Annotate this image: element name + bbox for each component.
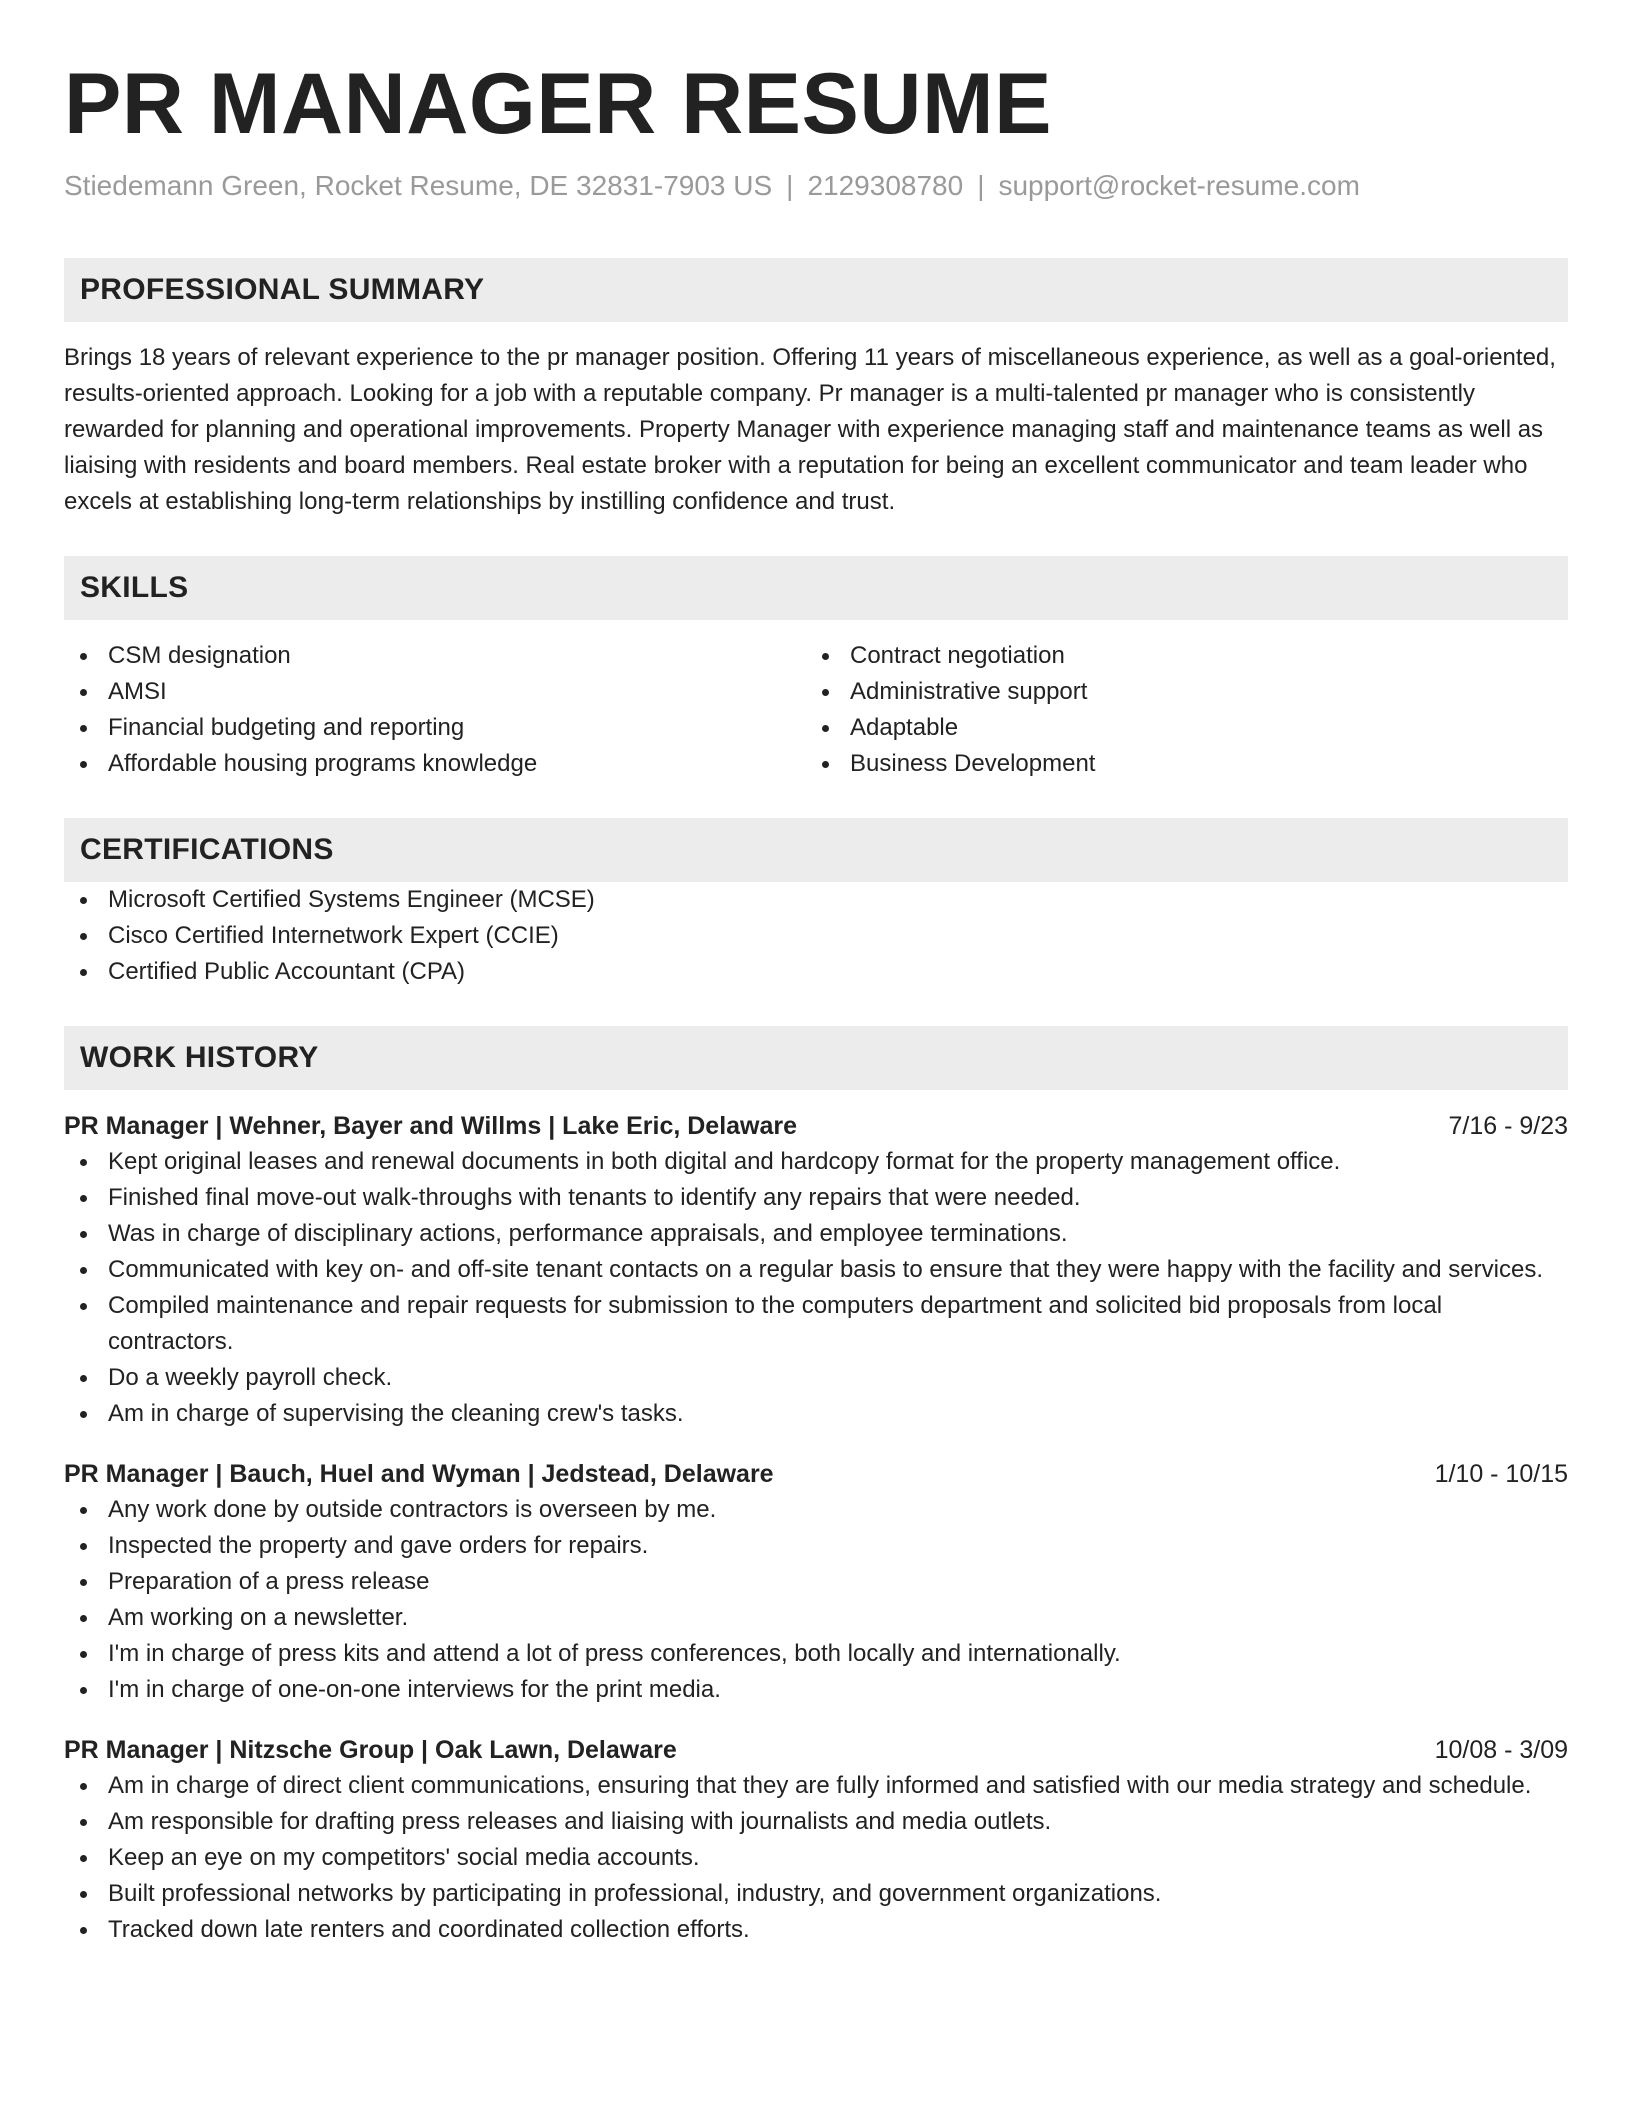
job-bullets bbox=[64, 1144, 1568, 1432]
contact-line bbox=[64, 168, 1568, 204]
skills-column-left bbox=[64, 638, 806, 782]
job-bullet: Finished final move-out walk-throughs with tenants to identify any repairs that were needed. bbox=[64, 1180, 1568, 1216]
job-entry bbox=[64, 1732, 1568, 1948]
skill-item: CSM designation bbox=[64, 638, 806, 674]
certification-item: Cisco Certified Internetwork Expert (CCIE) bbox=[64, 918, 1568, 954]
section-header-professional-summary: PROFESSIONAL SUMMARY bbox=[64, 258, 1568, 322]
skill-item: Financial budgeting and reporting bbox=[64, 710, 806, 746]
job-bullet: Any work done by outside contractors is overseen by me. bbox=[64, 1492, 1568, 1528]
section-header-work-history: WORK HISTORY bbox=[64, 1026, 1568, 1090]
skills-column-right bbox=[806, 638, 1548, 782]
job-entry bbox=[64, 1456, 1568, 1708]
job-bullet: I'm in charge of press kits and attend a lot of press conferences, both locally and internationally. bbox=[64, 1636, 1568, 1672]
job-bullet: Compiled maintenance and repair requests for submission to the computers department and solicited bid proposals from local contractors. bbox=[64, 1288, 1568, 1360]
job-bullet: Built professional networks by participating in professional, industry, and government organizations. bbox=[64, 1876, 1568, 1912]
job-bullet: Inspected the property and gave orders for repairs. bbox=[64, 1528, 1568, 1564]
contact-separator: | bbox=[786, 170, 794, 201]
certification-item: Certified Public Accountant (CPA) bbox=[64, 954, 1568, 990]
certifications-list bbox=[64, 882, 1568, 990]
section-header-skills: SKILLS bbox=[64, 556, 1568, 620]
skill-item: AMSI bbox=[64, 674, 806, 710]
skill-item: Affordable housing programs knowledge bbox=[64, 746, 806, 782]
contact-email: support@rocket-resume.com bbox=[998, 170, 1360, 201]
job-bullets bbox=[64, 1768, 1568, 1948]
contact-separator: | bbox=[977, 170, 985, 201]
resume-title: PR MANAGER RESUME bbox=[64, 56, 1053, 152]
job-bullet: Was in charge of disciplinary actions, performance appraisals, and employee terminations. bbox=[64, 1216, 1568, 1252]
summary-text: Brings 18 years of relevant experience to the pr manager position. Offering 11 years of miscellaneous experience, as well as a goal-oriented, results-oriented approach. Looking for a job with a reputable company. Pr manager is a multi-talented pr manager who is consistently rewarded for planning and operational improvements. Property Manager with experience managing staff and maintenance teams as well as liaising with residents and board members. Real estate broker with a reputation for being an excellent communicator and team leader who excels at establishing long-term relationships by instilling confidence and trust. bbox=[64, 344, 1556, 515]
job-bullet: Am working on a newsletter. bbox=[64, 1600, 1568, 1636]
job-bullets bbox=[64, 1492, 1568, 1708]
job-bullet: Kept original leases and renewal documents in both digital and hardcopy format for the property management office. bbox=[64, 1144, 1568, 1180]
contact-address: Stiedemann Green, Rocket Resume, DE 32831-7903 US bbox=[64, 170, 773, 201]
job-header bbox=[64, 1732, 1568, 1768]
skill-item: Business Development bbox=[806, 746, 1548, 782]
contact-phone: 2129308780 bbox=[807, 170, 964, 201]
job-dates: 10/08 - 3/09 bbox=[1434, 1736, 1568, 1764]
job-bullet: Do a weekly payroll check. bbox=[64, 1360, 1568, 1396]
skills-grid bbox=[64, 638, 1568, 782]
job-entry bbox=[64, 1108, 1568, 1432]
job-title: PR Manager | Nitzsche Group | Oak Lawn, Delaware bbox=[64, 1736, 677, 1764]
job-bullet: Am in charge of supervising the cleaning crew's tasks. bbox=[64, 1396, 1568, 1432]
job-bullet: Keep an eye on my competitors' social media accounts. bbox=[64, 1840, 1568, 1876]
skill-item: Adaptable bbox=[806, 710, 1548, 746]
job-header bbox=[64, 1108, 1568, 1144]
section-header-certifications: CERTIFICATIONS bbox=[64, 818, 1568, 882]
job-bullet: Preparation of a press release bbox=[64, 1564, 1568, 1600]
job-bullet: Am in charge of direct client communications, ensuring that they are fully informed and satisfied with our media strategy and schedule. bbox=[64, 1768, 1568, 1804]
job-bullet: Am responsible for drafting press releases and liaising with journalists and media outlets. bbox=[64, 1804, 1568, 1840]
job-dates: 1/10 - 10/15 bbox=[1434, 1460, 1568, 1488]
job-dates: 7/16 - 9/23 bbox=[1448, 1112, 1568, 1140]
job-bullet: Communicated with key on- and off-site tenant contacts on a regular basis to ensure that they were happy with the facility and services. bbox=[64, 1252, 1568, 1288]
job-header bbox=[64, 1456, 1568, 1492]
skill-item: Administrative support bbox=[806, 674, 1548, 710]
job-title: PR Manager | Bauch, Huel and Wyman | Jedstead, Delaware bbox=[64, 1460, 774, 1488]
skill-item: Contract negotiation bbox=[806, 638, 1548, 674]
certification-item: Microsoft Certified Systems Engineer (MCSE) bbox=[64, 882, 1568, 918]
job-title: PR Manager | Wehner, Bayer and Willms | Lake Eric, Delaware bbox=[64, 1112, 798, 1140]
job-bullet: Tracked down late renters and coordinated collection efforts. bbox=[64, 1912, 1568, 1948]
job-bullet: I'm in charge of one-on-one interviews for the print media. bbox=[64, 1672, 1568, 1708]
